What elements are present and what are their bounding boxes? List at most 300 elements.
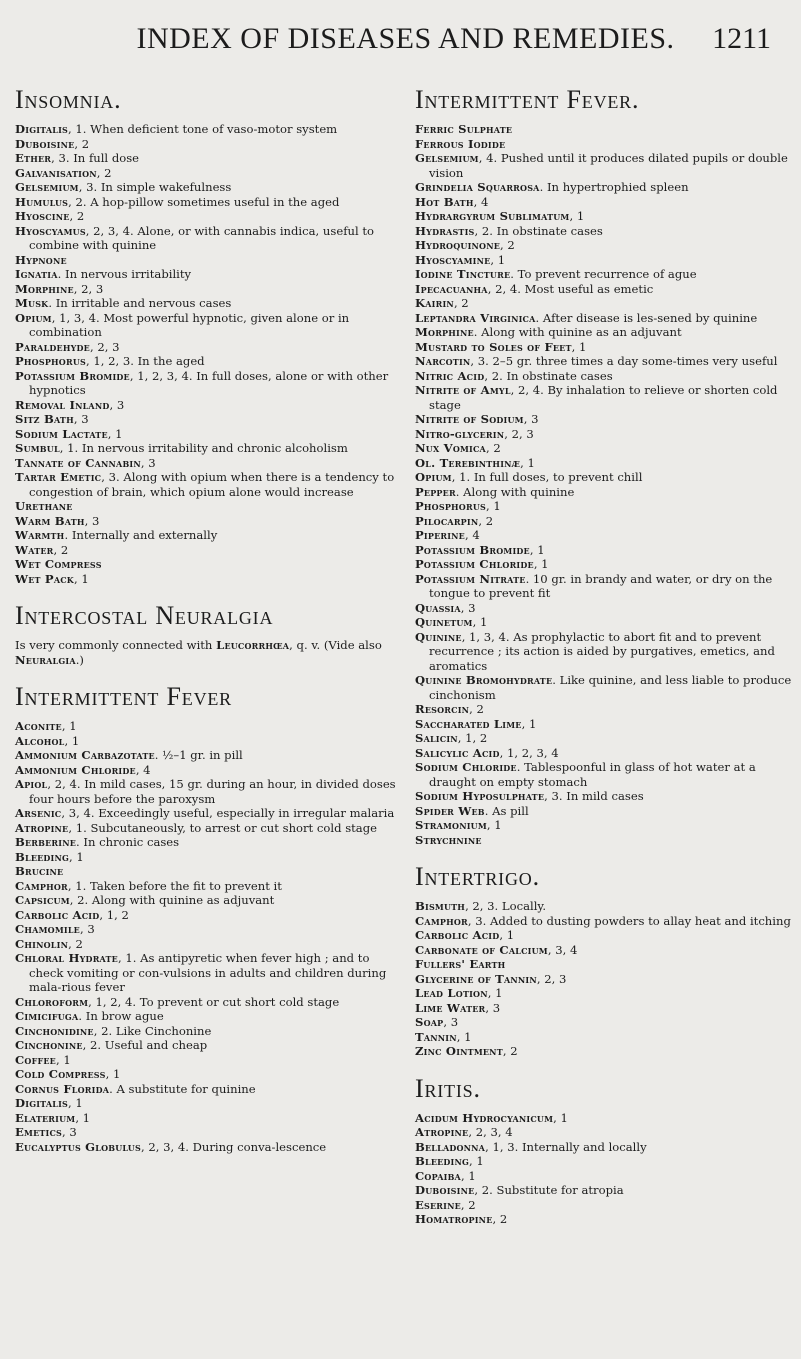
index-entry	[15, 937, 397, 952]
index-entry	[415, 1111, 800, 1126]
index-entry	[15, 1053, 397, 1068]
index-entry	[415, 543, 800, 558]
remedy-note: , 1	[61, 719, 77, 733]
remedy-name: Nitro-glycerin	[415, 426, 505, 441]
index-entry	[415, 899, 800, 914]
index-entry	[15, 340, 397, 355]
index-entry	[15, 1082, 397, 1097]
index-entry	[415, 615, 800, 630]
cross-reference: Neuralgia	[15, 652, 76, 667]
index-entry	[15, 253, 397, 268]
remedy-name: Warmth	[15, 528, 65, 542]
remedy-note: , 1, 3, 4. Most powerful hypnotic, given alone or in combination	[29, 310, 350, 339]
index-entry	[15, 224, 397, 253]
section-spacer	[415, 1065, 800, 1075]
remedy-note: , 1. In nervous irritability and chronic alcoholism	[59, 441, 348, 455]
remedy-note: , 3	[109, 397, 125, 412]
note-text: , q. v. (Vide also	[289, 638, 382, 652]
index-entry	[415, 986, 800, 1001]
index-entry	[415, 1015, 800, 1030]
remedy-note: , 1, 3. Internally and locally	[485, 1139, 647, 1154]
index-entry	[415, 818, 800, 833]
remedy-name: Quinetum	[415, 615, 473, 629]
remedy-note: , 3	[485, 1000, 501, 1015]
remedy-note: , 3. In simple wakefulness	[78, 180, 232, 194]
remedy-name: Chinolin	[15, 936, 69, 951]
remedy-note: , 3, 4. Exceedingly useful, especially in irregular malaria	[61, 806, 395, 820]
index-entry	[15, 137, 397, 152]
index-entry	[415, 717, 800, 732]
index-entry	[415, 195, 800, 210]
remedy-name: Mustard to Soles of Feet	[415, 339, 572, 354]
remedy-name: Acidum Hydrocyanicum	[415, 1110, 554, 1125]
remedy-note: , 2. In obstinate cases	[484, 368, 613, 383]
remedy-note: , 2	[492, 1212, 508, 1226]
index-entry	[15, 1111, 397, 1126]
remedy-note: , 1	[571, 339, 587, 354]
index-entry	[415, 412, 800, 427]
remedy-name: Sitz Bath	[15, 412, 74, 426]
note-text: .)	[75, 652, 84, 667]
remedy-note: , 2, 3. Locally.	[465, 899, 547, 913]
index-entry	[415, 1125, 800, 1140]
index-entry	[15, 893, 397, 908]
remedy-note: , 1, 3, 4. As prophylactic to abort fit and to prevent recurrence ; its action is aided by purgatives, emetics, and aromatics	[429, 629, 775, 673]
index-entry	[15, 995, 397, 1010]
remedy-name: Resorcin	[415, 702, 470, 716]
remedy-note: , 2, 3	[73, 281, 104, 296]
remedy-note: , 1	[64, 733, 80, 748]
remedy-note: , 2	[478, 513, 494, 528]
remedy-name: Homatropine	[415, 1212, 493, 1226]
remedy-name: Hot Bath	[415, 194, 474, 209]
remedy-note: , 2, 3	[536, 971, 567, 986]
remedy-name: Piperine	[415, 528, 465, 542]
index-entry	[415, 485, 800, 500]
index-entry	[415, 209, 800, 224]
index-entry	[415, 673, 800, 702]
remedy-name: Glycerine of Tannin	[415, 971, 537, 986]
index-entry	[415, 630, 800, 674]
section-heading: Intercostal Neuralgia	[15, 601, 274, 630]
remedy-note: , 1. As antipyretic when fever high ; and to check vomiting or con-vulsions in adults and children during mala-rious fever	[29, 951, 387, 994]
remedy-name: Humulus	[15, 194, 69, 209]
remedy-note: , 1	[75, 1110, 91, 1125]
remedy-note: , 3	[62, 1125, 77, 1139]
remedy-note: , 2	[68, 936, 83, 951]
remedy-note: , 1	[533, 557, 549, 571]
index-entry	[15, 1140, 397, 1155]
index-entry	[415, 557, 800, 572]
section-heading: Iritis.	[415, 1073, 481, 1103]
index-entry	[15, 398, 397, 413]
remedy-note: . In brow ague	[78, 1009, 164, 1023]
remedy-name: Atropine	[415, 1125, 469, 1139]
index-entry	[415, 151, 800, 180]
index-entry	[15, 195, 397, 210]
remedy-name: Quassia	[415, 600, 461, 615]
remedy-name: Ol. Terebinthinæ	[415, 455, 521, 470]
index-entry	[15, 1067, 397, 1082]
remedy-note: , 2	[53, 542, 69, 557]
remedy-note: , 2. Useful and cheap	[82, 1038, 208, 1052]
index-entry	[15, 734, 397, 749]
remedy-note: . ½–1 gr. in pill	[154, 748, 243, 762]
index-entry	[415, 224, 800, 239]
index-entry	[415, 354, 800, 369]
remedy-name: Bleeding	[15, 849, 70, 864]
index-entry	[15, 908, 397, 923]
remedy-name: Capsicum	[15, 893, 70, 907]
index-entry	[15, 572, 397, 587]
index-entry	[15, 1096, 397, 1111]
remedy-note: , 4	[135, 762, 151, 777]
index-entry	[415, 972, 800, 987]
remedy-note: , 2. Like Cinchonine	[93, 1023, 212, 1038]
remedy-note: . Along with quinine as an adjuvant	[473, 325, 682, 339]
remedy-note: , 2. Substitute for atropia	[474, 1183, 624, 1197]
remedy-name: Potassium Bromide	[415, 542, 530, 557]
remedy-name: Soap	[415, 1015, 444, 1029]
index-entry	[415, 267, 800, 282]
remedy-name: Quinine	[415, 629, 462, 644]
remedy-name: Duboisine	[415, 1183, 475, 1197]
remedy-name: Cinchonidine	[15, 1023, 94, 1038]
index-entry	[15, 864, 397, 879]
remedy-name: Paraldehyde	[15, 339, 90, 354]
running-header	[40, 22, 771, 56]
remedy-name: Eucalyptus Globulus	[15, 1139, 141, 1154]
remedy-note: . Tablespoonful in glass of hot water at a draught on empty stomach	[429, 760, 756, 789]
section-intercostal-neuralgia	[15, 602, 397, 667]
remedy-note: , 2, 3, 4. Alone, or with cannabis indica, useful to combine with quinine	[29, 223, 374, 252]
index-entry	[15, 296, 397, 311]
remedy-note: , 2	[502, 1044, 518, 1058]
index-entry	[415, 804, 800, 819]
index-entry	[415, 514, 800, 529]
remedy-note: , 2. A hop-pillow sometimes useful in the aged	[68, 194, 340, 209]
remedy-name: Eserine	[415, 1197, 461, 1212]
index-entry	[415, 1212, 800, 1227]
remedy-name: Sumbul	[15, 441, 60, 455]
remedy-name: Phosphorus	[15, 354, 86, 368]
index-entry	[15, 122, 397, 137]
section-intermittent-fever	[15, 683, 397, 1154]
index-entry	[15, 311, 397, 340]
remedy-note: , 1	[469, 1154, 484, 1168]
remedy-note: . After disease is les-sened by quinine	[535, 310, 758, 325]
remedy-note: , 2	[500, 238, 515, 252]
remedy-name: Stramonium	[415, 818, 487, 832]
remedy-note: , 3	[523, 412, 539, 426]
index-entry	[15, 835, 397, 850]
remedy-name: Chloral Hydrate	[15, 951, 118, 965]
index-entry	[15, 821, 397, 836]
remedy-name: Pepper	[415, 484, 456, 499]
index-entry	[415, 746, 800, 761]
remedy-note: . In hypertrophied spleen	[539, 180, 689, 194]
remedy-name: Hydrastis	[415, 223, 475, 238]
section-heading: Insomnia.	[15, 85, 122, 114]
remedy-name: Saccharated Lime	[415, 716, 522, 731]
index-entry	[15, 748, 397, 763]
index-entry	[415, 702, 800, 717]
remedy-name: Quinine Bromohydrate	[415, 673, 553, 687]
remedy-note: , 1. Taken before the fit to prevent it	[67, 878, 282, 893]
remedy-name: Nitric Acid	[415, 368, 485, 383]
index-entry	[415, 1183, 800, 1198]
remedy-name: Arsenic	[15, 806, 62, 820]
remedy-name: Camphor	[415, 913, 468, 928]
remedy-note: . In chronic cases	[76, 835, 180, 849]
remedy-name: Salicin	[415, 731, 458, 745]
remedy-name: Copaiba	[415, 1168, 461, 1183]
index-entry	[415, 456, 800, 471]
index-entry	[15, 354, 397, 369]
index-entry	[415, 253, 800, 268]
remedy-name: Ignatia	[15, 267, 58, 281]
remedy-note: , 1	[521, 716, 537, 731]
index-entry	[15, 922, 397, 937]
index-entry	[415, 928, 800, 943]
index-entry	[415, 441, 800, 456]
index-entry	[415, 572, 800, 601]
remedy-name: Spider Web	[415, 803, 485, 818]
remedy-note: , 1	[69, 849, 84, 864]
index-entry	[415, 1030, 800, 1045]
remedy-note: , 1. When deficient tone of vaso-motor system	[68, 122, 338, 136]
index-entry	[415, 1154, 800, 1169]
index-entry	[15, 412, 397, 427]
index-entry	[15, 282, 397, 297]
remedy-note: , 3	[73, 412, 89, 426]
index-entry	[415, 122, 800, 137]
remedy-name: Brucine	[15, 864, 64, 878]
remedy-name: Cimicifuga	[15, 1009, 79, 1023]
index-entry	[415, 957, 800, 972]
remedy-note: , 1	[499, 928, 515, 942]
remedy-name: Hyoscyamine	[415, 252, 491, 267]
page-number: 1211	[712, 22, 771, 55]
remedy-name: Chloroform	[15, 994, 89, 1009]
index-entry	[415, 369, 800, 384]
remedy-note: , 1, 2, 3, 4. In full doses, alone or with other hypnotics	[29, 368, 389, 397]
remedy-note: , 2, 3	[504, 426, 534, 441]
remedy-name: Sodium Chloride	[415, 760, 517, 774]
index-entry	[15, 1038, 397, 1053]
section-insomnia	[15, 86, 397, 586]
index-entry	[15, 543, 397, 558]
section-heading: Intertrigo.	[415, 862, 540, 891]
remedy-name: Potassium Chloride	[415, 557, 534, 571]
remedy-name: Opium	[15, 310, 52, 325]
remedy-note: , 1	[73, 571, 89, 586]
remedy-note: , 3	[140, 455, 156, 470]
remedy-name: Galvanisation	[15, 165, 97, 180]
remedy-name: Fullers' Earth	[415, 957, 506, 971]
remedy-name: Tannin	[415, 1029, 457, 1044]
remedy-note: , 1	[529, 542, 545, 557]
section-intertrigo	[415, 863, 800, 1059]
remedy-name: Carbolic Acid	[415, 928, 500, 942]
remedy-name: Sodium Lactate	[15, 426, 108, 441]
remedy-name: Ether	[15, 151, 52, 165]
index-entry	[415, 427, 800, 442]
remedy-name: Warm Bath	[15, 513, 85, 528]
remedy-note: , 2, 3, 4	[468, 1125, 513, 1139]
right-column	[415, 86, 800, 1233]
index-entry	[15, 951, 397, 995]
index-entry	[15, 528, 397, 543]
remedy-note: . A substitute for quinine	[109, 1081, 256, 1096]
remedy-note: , 1	[490, 252, 506, 267]
index-entry	[15, 166, 397, 181]
remedy-note: . In nervous irritability	[57, 267, 192, 281]
index-entry	[15, 369, 397, 398]
remedy-name: Ferrous Iodide	[415, 136, 506, 151]
index-entry	[415, 383, 800, 412]
section-iritis	[415, 1075, 800, 1227]
remedy-note: , 3. In mild cases	[544, 789, 644, 803]
index-entry	[415, 833, 800, 848]
remedy-note: , 1	[55, 1052, 71, 1067]
remedy-note: , 3. Along with opium when there is a tendency to congestion of brain, which opium alone would increase	[29, 470, 395, 499]
index-entry	[15, 427, 397, 442]
remedy-name: Hydrargyrum Sublimatum	[415, 209, 570, 223]
remedy-name: Nux Vomica	[415, 441, 486, 455]
index-entry	[415, 180, 800, 195]
remedy-name: Apiol	[15, 777, 48, 791]
index-entry	[415, 325, 800, 340]
remedy-note: , 2. Along with quinine as adjuvant	[69, 893, 275, 907]
index-entry	[415, 1001, 800, 1016]
index-entry	[15, 180, 397, 195]
remedy-note: , 3	[443, 1015, 459, 1029]
remedy-note: , 1	[569, 209, 585, 223]
remedy-name: Cinchonine	[15, 1038, 83, 1052]
index-entry	[415, 731, 800, 746]
index-entry	[415, 340, 800, 355]
remedy-note: , 3	[79, 922, 95, 936]
remedy-name: Strychnine	[415, 832, 482, 847]
remedy-name: Morphine	[415, 325, 474, 339]
remedy-note: , 2, 4. Most useful as emetic	[487, 281, 654, 296]
remedy-name: Camphor	[15, 878, 68, 893]
remedy-note: . As pill	[484, 803, 529, 818]
index-entry	[15, 1024, 397, 1039]
remedy-name: Nitrite of Amyl	[415, 383, 511, 397]
remedy-name: Zinc Ointment	[415, 1044, 503, 1058]
index-entry	[415, 1140, 800, 1155]
remedy-note: . 10 gr. in brandy and water, or dry on the tongue to prevent fit	[429, 571, 773, 600]
remedy-name: Sodium Hyposulphate	[415, 789, 545, 803]
remedy-name: Narcotin	[415, 354, 471, 368]
remedy-note: , 2, 4. In mild cases, 15 gr. during an hour, in divided doses four hours before the paroxysm	[29, 777, 396, 806]
remedy-name: Digitalis	[15, 122, 69, 136]
remedy-name: Coffee	[15, 1052, 56, 1067]
remedy-name: Carbolic Acid	[15, 907, 100, 922]
remedy-name: Aconite	[15, 719, 62, 733]
index-entry	[15, 499, 397, 514]
remedy-note: , 1	[487, 986, 503, 1000]
remedy-name: Urethane	[15, 499, 73, 513]
remedy-name: Berberine	[15, 835, 77, 849]
remedy-note: , 4	[473, 194, 489, 209]
index-entry	[15, 719, 397, 734]
remedy-note: , 2	[453, 296, 469, 310]
remedy-name: Ipecacuanha	[415, 281, 488, 296]
remedy-note: , 2	[69, 209, 85, 223]
index-entry	[415, 238, 800, 253]
remedy-name: Potassium Nitrate	[415, 571, 526, 586]
index-entry	[415, 311, 800, 326]
remedy-name: Nitrite of Sodium	[415, 412, 524, 426]
remedy-name: Hypnone	[15, 252, 67, 267]
remedy-note: , 1, 2, 3, 4	[499, 745, 559, 760]
remedy-name: Gelsemium	[15, 180, 79, 194]
remedy-note: , 1. In full doses, to prevent chill	[451, 470, 643, 484]
remedy-name: Water	[15, 542, 54, 557]
index-entry	[415, 296, 800, 311]
remedy-note: , 2, 3, 4. During conva-lescence	[140, 1139, 327, 1154]
remedy-note: , 3. Added to dusting powders to allay heat and itching	[467, 913, 791, 928]
remedy-name: Removal Inland	[15, 397, 110, 412]
remedy-note: , 2	[460, 1197, 476, 1212]
remedy-name: Gelsemium	[415, 151, 479, 165]
remedy-name: Digitalis	[15, 1096, 69, 1110]
index-entry	[415, 499, 800, 514]
remedy-note: , 1	[485, 499, 501, 513]
remedy-name: Atropine	[15, 820, 69, 835]
remedy-note: . In irritable and nervous cases	[48, 296, 232, 310]
remedy-note: , 2. In obstinate cases	[474, 223, 603, 238]
cross-reference: Leucorrhœa	[216, 638, 290, 652]
remedy-note: , 1. Subcutaneously, to arrest or cut short cold stage	[68, 820, 377, 835]
remedy-name: Bleeding	[415, 1154, 470, 1168]
remedy-note: , 3	[84, 513, 100, 528]
index-entry	[15, 470, 397, 499]
remedy-note: . To prevent recurrence of ague	[510, 267, 697, 281]
remedy-note: , 1, 2, 3. In the aged	[85, 354, 205, 368]
remedy-name: Hyoscine	[15, 209, 70, 223]
index-entry	[15, 557, 397, 572]
index-entry	[415, 470, 800, 485]
remedy-note: . Internally and externally	[64, 528, 218, 542]
remedy-name: Potassium Bromide	[15, 368, 130, 383]
remedy-name: Ferric Sulphate	[415, 122, 513, 136]
remedy-note: . Like quinine, and less liable to produce cinchonism	[429, 673, 792, 702]
remedy-name: Tannate of Cannabin	[15, 455, 141, 470]
index-entry	[15, 456, 397, 471]
remedy-name: Grindelia Squarrosa	[415, 180, 540, 194]
index-entry	[15, 151, 397, 166]
remedy-note: , 1	[486, 818, 502, 832]
remedy-note: , 2	[469, 702, 484, 716]
section-note	[15, 638, 397, 667]
remedy-name: Ammonium Chloride	[15, 762, 136, 777]
index-entry	[415, 528, 800, 543]
index-entry	[415, 914, 800, 929]
remedy-note: , 1, 2	[457, 731, 488, 745]
index-entry	[15, 777, 397, 806]
index-entry	[15, 209, 397, 224]
remedy-note: , 2	[485, 441, 501, 455]
remedy-note: , 2	[74, 136, 90, 151]
remedy-name: Wet Compress	[15, 557, 102, 571]
remedy-note: , 3. 2–5 gr. three times a day some-times very useful	[470, 354, 778, 368]
remedy-name: Lead Lotion	[415, 986, 488, 1000]
index-entry	[15, 441, 397, 456]
